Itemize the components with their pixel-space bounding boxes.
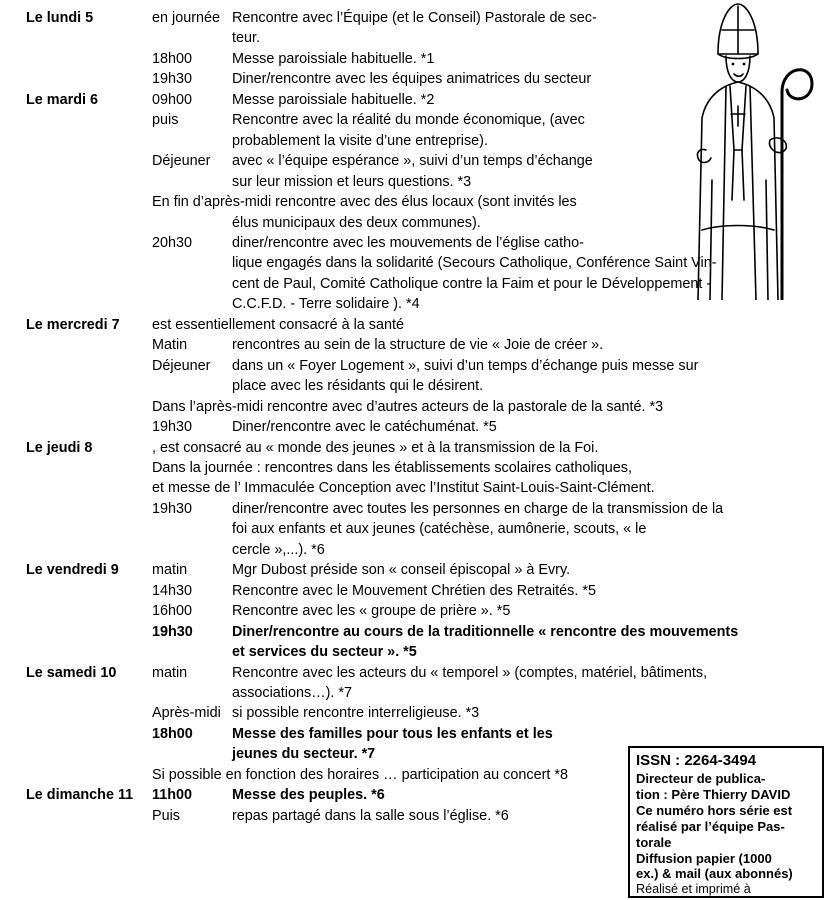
schedule-day: Le vendredi 9 <box>26 562 119 579</box>
schedule-row <box>0 438 810 458</box>
schedule-time: 18h00 <box>152 50 193 67</box>
schedule-text: diner/rencontre avec toutes les personnes en charge de la transmission de la <box>232 500 724 517</box>
schedule-time: 19h30 <box>152 419 193 436</box>
schedule-row <box>0 519 810 539</box>
schedule-text: Messe des peuples. *6 <box>232 787 385 804</box>
schedule-day: Le mardi 6 <box>26 91 98 108</box>
schedule-text: , est consacré au « monde des jeunes » et à la transmission de la Foi. <box>152 439 599 456</box>
schedule-row <box>0 581 810 601</box>
schedule-text: Rencontre avec les acteurs du « temporel » (comptes, matériel, bâtiments, <box>232 664 708 681</box>
schedule-text: est essentiellement consacré à la santé <box>152 316 404 333</box>
schedule-text: lique engagés dans la solidarité (Secours Catholique, Conférence Saint Vin- <box>232 255 717 272</box>
issn-lines <box>636 771 816 897</box>
schedule-row <box>0 724 810 744</box>
schedule-text: Diner/rencontre avec les équipes animatrices du secteur <box>232 71 592 88</box>
issn-line: tion : Père Thierry DAVID <box>636 787 791 803</box>
schedule-text: diner/rencontre avec les mouvements de l’église catho- <box>232 234 584 251</box>
schedule-row <box>0 642 810 662</box>
schedule-row <box>0 703 810 723</box>
schedule-day: Le lundi 5 <box>26 10 94 26</box>
schedule-text: Mgr Dubost préside son « conseil épiscopal » à Evry. <box>232 562 571 579</box>
schedule-time: 19h30 <box>152 71 193 88</box>
schedule-text: Diner/rencontre avec le catéchuménat. *5 <box>232 419 497 436</box>
issn-line: Directeur de publica- <box>636 771 766 787</box>
schedule-text: jeunes du secteur. *7 <box>232 746 376 763</box>
schedule-time: Déjeuner <box>152 153 211 170</box>
schedule-row <box>0 458 810 478</box>
schedule-text: Si possible en fonction des horaires … participation au concert *8 <box>152 766 568 783</box>
schedule-time: 19h30 <box>152 623 193 640</box>
schedule-text: C.C.F.D. - Terre solidaire ). *4 <box>232 296 420 313</box>
schedule-text: Rencontre avec le Mouvement Chrétien des Retraités. *5 <box>232 582 596 599</box>
schedule-text: repas partagé dans la salle sous l’église. *6 <box>232 807 509 824</box>
schedule-text: Messe paroissiale habituelle. *2 <box>232 91 435 108</box>
schedule-row <box>0 417 810 437</box>
schedule-time: 16h00 <box>152 603 193 620</box>
schedule-text: élus municipaux des deux communes). <box>232 214 481 231</box>
schedule-text: cercle »,...). *6 <box>232 541 325 558</box>
schedule-row <box>0 315 810 335</box>
schedule-time: matin <box>152 664 188 681</box>
schedule-day: Le samedi 10 <box>26 664 117 681</box>
schedule-text: cent de Paul, Comité Catholique contre la Faim et pour le Développement - <box>232 275 712 292</box>
schedule-text: sur leur mission et leurs questions. *3 <box>232 173 472 190</box>
schedule-text: et messe de l’ Immaculée Conception avec l’Institut Saint-Louis-Saint-Clément. <box>152 480 655 497</box>
schedule-text: probablement la visite d’une entreprise). <box>232 132 488 149</box>
schedule-text: si possible rencontre interreligieuse. *3 <box>232 705 480 722</box>
schedule-time: 18h00 <box>152 725 193 742</box>
schedule-time: 20h30 <box>152 234 193 251</box>
schedule-row <box>0 622 810 642</box>
bishop-drawing <box>662 0 830 300</box>
schedule-text: et services du secteur ». *5 <box>232 644 417 661</box>
schedule-time: 14h30 <box>152 582 193 599</box>
schedule-text: Rencontre avec les « groupe de prière ». *5 <box>232 603 511 620</box>
schedule-day: Le mercredi 7 <box>26 316 120 333</box>
schedule-text: En fin d’après-midi rencontre avec des élus locaux (sont invités les <box>152 194 577 211</box>
schedule-text: place avec les résidants qui le désirent. <box>232 378 484 395</box>
issn-line: ex.) & mail (aux abonnés) <box>636 866 793 882</box>
schedule-row <box>0 601 810 621</box>
schedule-row <box>0 499 810 519</box>
issn-line: Diffusion papier (1000 <box>636 850 772 866</box>
schedule-time: 11h00 <box>152 787 193 804</box>
schedule-day: Le dimanche 11 <box>26 787 134 804</box>
schedule-text: dans un « Foyer Logement », suivi d’un temps d’échange puis messe sur <box>232 357 699 374</box>
issn-line: Ce numéro hors série est <box>636 803 793 819</box>
schedule-row <box>0 478 810 498</box>
schedule-time: Puis <box>152 807 180 824</box>
schedule-text: Rencontre avec l’Équipe (et le Conseil) Pastorale de sec- <box>232 10 597 26</box>
schedule-text: Messe des familles pour tous les enfants et les <box>232 725 553 742</box>
schedule-time: Déjeuner <box>152 357 211 374</box>
schedule-time: puis <box>152 112 179 129</box>
schedule-time: Après-midi <box>152 705 221 722</box>
issn-line: torale <box>636 834 672 850</box>
schedule-row <box>0 560 810 580</box>
issn-line: réalisé par l’équipe Pas- <box>636 818 785 834</box>
issn-line: Réalisé et imprimé à <box>636 882 751 897</box>
schedule-text: Dans l’après-midi rencontre avec d’autres acteurs de la pastorale de la santé. *3 <box>152 398 664 415</box>
schedule-text: Diner/rencontre au cours de la traditionnelle « rencontre des mouvements <box>232 623 739 640</box>
schedule-text: avec « l’équipe espérance », suivi d’un temps d’échange <box>232 153 593 170</box>
schedule-text: Rencontre avec la réalité du monde économique, (avec <box>232 112 585 129</box>
schedule-time: en journée <box>152 10 221 26</box>
schedule-text: foi aux enfants et aux jeunes (catéchèse, aumônerie, scouts, « le <box>232 521 647 538</box>
schedule-row <box>0 683 810 703</box>
schedule-row <box>0 540 810 560</box>
schedule-row <box>0 376 810 396</box>
schedule-text: associations…). *7 <box>232 684 352 701</box>
schedule-time: Matin <box>152 337 188 354</box>
schedule-row <box>0 335 810 355</box>
schedule-text: teur. <box>232 30 261 47</box>
issn-box <box>628 746 824 898</box>
schedule-row <box>0 356 810 376</box>
schedule-time: 09h00 <box>152 91 193 108</box>
schedule-text: rencontres au sein de la structure de vie « Joie de créer ». <box>232 337 604 354</box>
schedule-row <box>0 663 810 683</box>
schedule-row <box>0 397 810 417</box>
issn-title: ISSN : 2264-3494 <box>636 752 757 769</box>
schedule-day: Le jeudi 8 <box>26 439 93 456</box>
schedule-text: Messe paroissiale habituelle. *1 <box>232 50 435 67</box>
schedule-text: Dans la journée : rencontres dans les établissements scolaires catholiques, <box>152 459 632 476</box>
schedule-time: 19h30 <box>152 500 193 517</box>
schedule-time: matin <box>152 562 188 579</box>
